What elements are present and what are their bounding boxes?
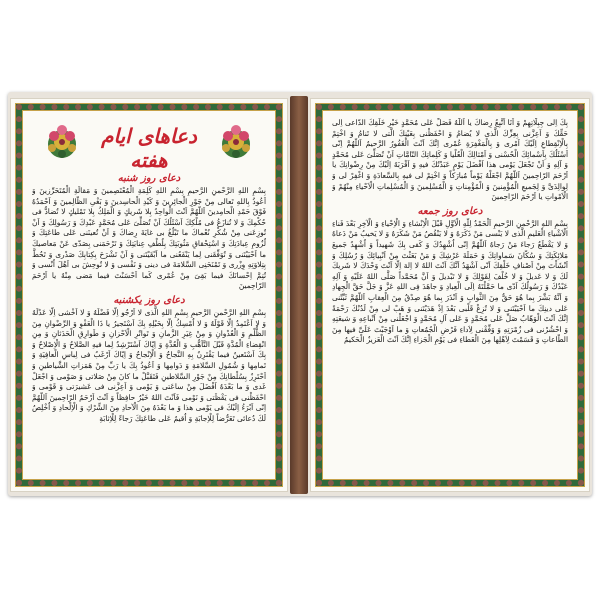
page-title: دعاهای ایام هفته [101,124,197,172]
left-page-border [16,104,282,486]
book-spine [290,96,308,494]
prayer-text-saturday: بِسْمِ اللهِ الرَّحْمنِ الرَّحیمِ بِسْمِ اللهِ كَلِمَةِ الْمُعْتَصِمینَ وَ مَقالَةِ الْمُتَحَرِّزینَ وَ اَعُوذُ بِاللهِ تَعالى مِنْ جَوْرِ الْجائِرینَ وَ كَیْدِ الْحاسِدینَ وَ بَغْیِ الظّالِمینَ وَ اَحْمَدُهُ فَوْقَ حَمْدِ الْحامِدینَ اَللّهُمَّ اَنْتَ الْواحِدُ بِلا شَریكٍ وَ الْمَلِكُ بِلا تَمْلیكٍ لا تُضادُّ فی حُكْمِكَ وَ لا تُنازَعُ فی مُلْكِكَ اَسْئَلُكَ اَنْ تُصَلِّیَ عَلى مُحَمَّدٍ عَبْدِكَ وَ رَسُولِكَ وَ اَنْ تُوزِعَنی مِنْ شُكْرِ نُعْماكَ ما تَبْلُغُ بی غایَةَ رِضاكَ وَ اَنْ تُعینَنی عَلى طاعَتِكَ وَ لُزُومِ عِبادَتِكَ وَ اسْتِحْقاقِ مَثُوبَتِكَ بِلُطْفِ عِنایَتِكَ وَ تَرْحَمَنی بِصَدّی عَنْ مَعاصیكَ ما اَحْیَیْتَنی وَ تُوَفِّقَنی لِما یَنْفَعُنی ما اَبْقَیْتَنی وَ اَنْ تَشْرَحَ بِكِتابِكَ صَدْری وَ تَحُطَّ بِتِلاوَتِهِ وِزْری وَ تَمْنَحَنِی السَّلامَةَ فی دینی وَ نَفْسی وَ لا تُوحِشَ بی اَهْلَ اُنْسی وَ تُتِمَّ اِحْسانَكَ فیما بَقِیَ مِنْ عُمْری كَما اَحْسَنْتَ فیما مَضى مِنْهُ یا اَرْحَمَ الرّاحِمینَ [32,186,266,291]
prayer-text-friday: بِسْمِ اللهِ الرَّحْمنِ الرَّحیمِ اَلْحَمْدُ لِلّهِ الْاَوَّلِ قَبْلَ الْاِنْشاءِ وَ الْاِحْیاءِ وَ الْآخِرِ بَعْدَ فَناءِ الْاَشْیاءِ الْعَلیمِ الَّذی لا یَنْسى مَنْ ذَكَرَهُ وَ لا یَنْقُصُ مَنْ شَكَرَهُ وَ لا یَخیبُ مَنْ دَعاهُ وَ لا یَقْطَعُ رَجاءَ مَنْ رَجاهُ اَللّهُمَّ اِنّی اُشْهِدُكَ وَ كَفى بِكَ شَهیداً وَ اُشْهِدُ جَمیعَ مَلائِكَتِكَ وَ سُكّانَ سَماواتِكَ وَ حَمَلَةَ عَرْشِكَ وَ مَنْ بَعَثْتَ مِنْ اَنْبِیائِكَ وَ رُسُلِكَ وَ اَنْشَاْتَ مِنْ اَصْنافِ خَلْقِكَ اَنّی اَشْهَدُ اَنَّكَ اَنْتَ اللهُ لا اِلهَ اِلّا اَنْتَ وَحْدَكَ لا شَریكَ لَكَ وَ لا عَدیلَ وَ لا خُلْفَ لِقَوْلِكَ وَ لا تَبْدیلَ وَ اَنَّ مُحَمَّداً صَلَّى اللهُ عَلَیْهِ وَ آلِهِ عَبْدُكَ وَ رَسُولُكَ اَدّى ما حَمَّلْتَهُ اِلَى الْعِبادِ وَ جاهَدَ فِی اللهِ عَزَّ وَ جَلَّ حَقَّ الْجِهادِ وَ اَنَّهُ بَشَّرَ بِما هُوَ حَقٌّ مِنَ الثَّوابِ وَ اَنْذَرَ بِما هُوَ صِدْقٌ مِنَ الْعِقابِ اَللّهُمَّ ثَبِّتْنی عَلى دینِكَ ما اَحْیَیْتَنی وَ لا تُزِغْ قَلْبی بَعْدَ اِذْ هَدَیْتَنی وَ هَبْ لی مِنْ لَدُنْكَ رَحْمَةً اِنَّكَ اَنْتَ الْوَهّابُ صَلِّ عَلى مُحَمَّدٍ وَ عَلى آلِ مُحَمَّدٍ وَ اجْعَلْنی مِنْ اَتْباعِهِ وَ شیعَتِهِ وَ احْشُرْنی فی زُمْرَتِهِ وَ وَفِّقْنی لِاَداءِ فَرْضِ الْجُمُعاتِ وَ ما اَوْجَبْتَ عَلَیَّ فیها مِنَ الطّاعاتِ وَ قَسَمْتَ لِاَهْلِها مِنَ الْعَطاءِ فی یَوْمِ الْجَزاءِ اِنَّكَ اَنْتَ الْعَزیزُ الْحَكیمُ [332,218,568,345]
section-heading-saturday: دعای روز شنبه [117,173,181,184]
right-page [310,98,590,492]
floral-ornament-icon [214,120,258,164]
right-page-content [332,118,568,472]
section-heading-sunday: دعای روز یکشنبه [113,294,185,306]
title-row [32,118,266,170]
left-page-content [32,118,266,472]
prayer-text-sunday: بِسْمِ اللهِ الرَّحْمنِ الرَّحیمِ بِسْمِ اللهِ الَّذی لا اَرْجُو اِلّا فَضْلَهُ وَ لا اَخْشى اِلّا عَدْلَهُ وَ لا اَعْتَمِدُ اِلّا قَوْلَهُ وَ لا اُمْسِكُ اِلّا بِحَبْلِهِ بِكَ اَسْتَجیرُ یا ذَا الْعَفْوِ وَ الرِّضْوانِ مِنَ الظُّلْمِ وَ الْعُدْوانِ وَ مِنْ غِیَرِ الزَّمانِ وَ تَواتُرِ الْاَحْزانِ وَ طَوارِقِ الْحَدَثانِ وَ مِنِ انْقِضاءِ الْمُدَّةِ قَبْلَ التَّاَهُّبِ وَ الْعُدَّةِ وَ اِیّاكَ اَسْتَرْشِدُ لِما فیهِ الصَّلاحُ وَ الْاِصْلاحُ وَ بِكَ اَسْتَعینُ فیما یَقْتَرِنُ بِهِ النَّجاحُ وَ الْاِنْجاحُ وَ اِیّاكَ اَرْغَبُ فی لِباسِ الْعافِیَةِ وَ تَمامِها وَ شُمُولِ السَّلامَةِ وَ دَوامِها وَ اَعُوذُ بِكَ یا رَبِّ مِنْ هَمَزاتِ الشَّیاطینِ وَ اَحْتَرِزُ بِسُلْطانِكَ مِنْ جَوْرِ السَّلاطینِ فَتَقَبَّلْ ما كانَ مِنْ صَلاتی وَ صَوْمی وَ اجْعَلْ غَدی وَ ما بَعْدَهُ اَفْضَلَ مِنْ ساعَتی وَ یَوْمی وَ اَعِزَّنی فی عَشیرَتی وَ قَوْمی وَ احْفَظْنی فی یَقْظَتی وَ نَوْمی فَاَنْتَ اللهُ خَیْرٌ حافِظاً وَ اَنْتَ اَرْحَمُ الرّاحِمینَ اَللّهُمَّ اِنّی اَبْرَءُ اِلَیْكَ فی یَوْمی هذا وَ ما بَعْدَهُ مِنَ الْآحادِ مِنَ الشِّرْكِ وَ الْاِلْحادِ وَ اُخْلِصُ لَكَ دُعائی تَعَرُّضاً لِلْاِجابَةِ وَ اُقیمُ عَلى طاعَتِكَ رَجاءً لِلْاِثابَةِ [32,307,266,423]
right-page-border [316,104,584,486]
prayer-text-continued: بِكَ اِلى جِبِلّاتِهِمْ وَ اَنَا اَتَّبِعُ رِضاكَ یا اَللّهُ فَصَلِّ عَلى مُحَمَّدٍ خَیْرِ خَلْقِكَ الدّاعی اِلى حَقِّكَ وَ اَعِزَّنی بِعِزِّكَ الَّذی لا یُضامُ وَ احْفَظْنی بِعَیْنِكَ الَّتی لا تَنامُ وَ اخْتِمْ بِالْاِنْقِطاعِ اِلَیْكَ اَمْری وَ بِالْمَغْفِرَةِ عُمْری اِنَّكَ اَنْتَ الْغَفُورُ الرَّحیمُ اَللّهُمَّ اِنّی اَسْئَلُكَ بِاَسْمائِكَ الْحُسْنى وَ اَمْثالِكَ الْعُلْیا وَ كَلِماتِكَ التّامَّاتِ اَنْ تُصَلِّیَ عَلى مُحَمَّدٍ وَ آلِهِ وَ اَنْ تَجْعَلَ یَوْمی هذا اَفْضَلَ یَوْمٍ عَبَدْتُكَ فیهِ وَ اَقْرَبَهُ اِلَیْكَ مِنْ رِضْوانِكَ یا اَرْحَمَ الرّاحِمینَ اَللّهُمَّ اجْعَلْهُ یَوْماً مُبارَكاً وَ اخْتِمْ لی فیهِ بِالسَّعادَةِ وَ اغْفِرْ لی وَ لِوالِدَیَّ وَ لِجَمیعِ الْمُؤْمِنینَ وَ الْمُؤْمِناتِ وَ الْمُسْلِمینَ وَ الْمُسْلِماتِ الْاَحْیاءِ مِنْهُمْ وَ الْاَمْواتِ یا اَرْحَمَ الرّاحِمینَ [332,118,568,202]
left-page [10,98,288,492]
floral-ornament-icon [40,120,84,164]
section-heading-friday: دعای روز جمعه [417,205,483,217]
